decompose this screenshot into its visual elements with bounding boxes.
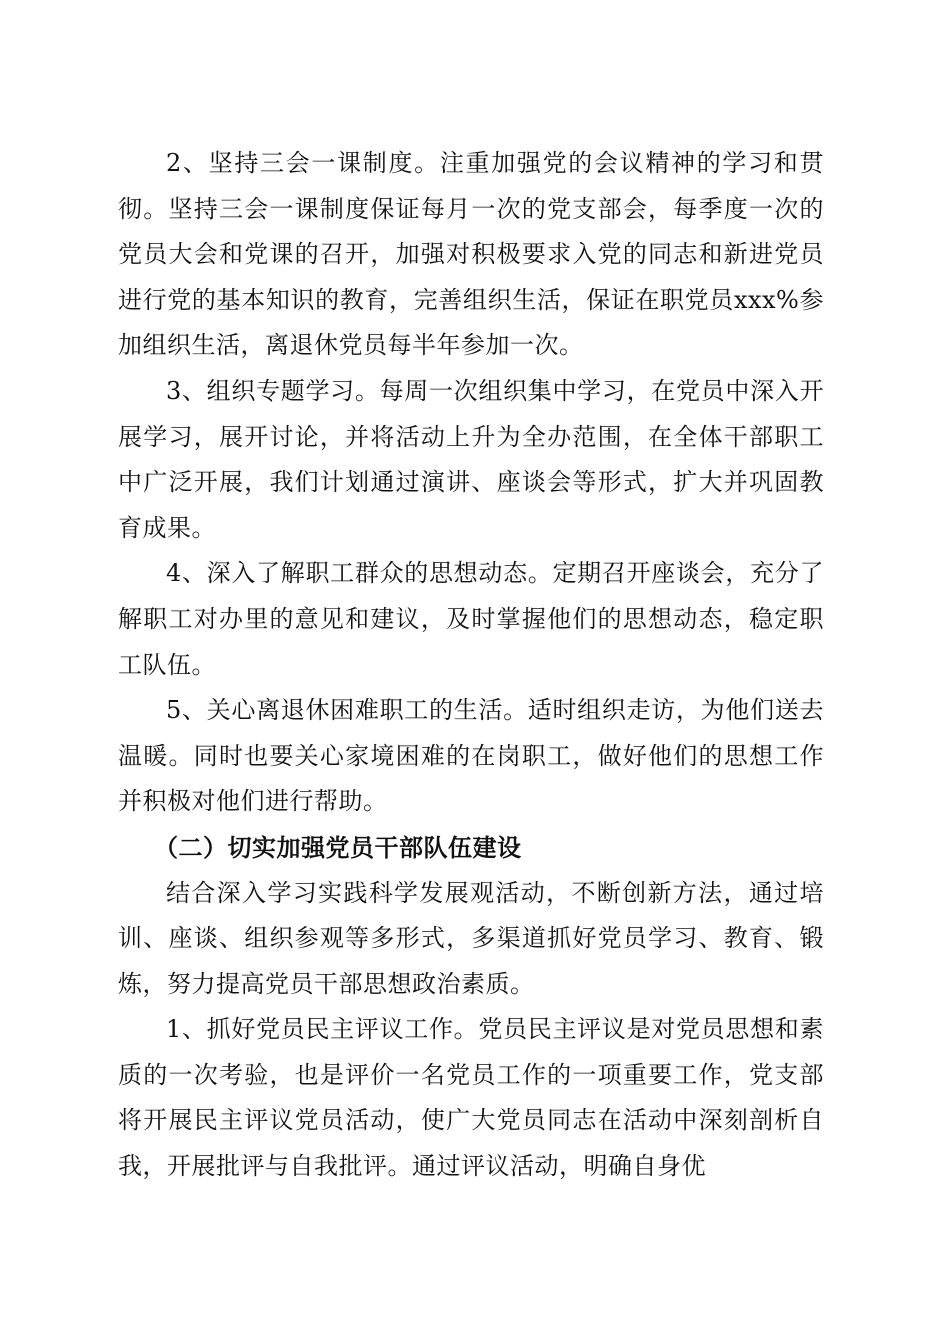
- document-body: [118, 141, 824, 1190]
- paragraph-retired-staff-care: 5、关心离退休困难职工的生活。适时组织走访，为他们送去温暖。同时也要关心家境困难的在岗职工，做好他们的思想工作并积极对他们进行帮助。: [118, 696, 824, 816]
- paragraph-section-intro: 结合深入学习实践科学发展观活动，不断创新方法，通过培训、座谈、组织参观等多形式，多渠道抓好党员学习、教育、锻炼，努力提高党员干部思想政治素质。: [118, 878, 824, 998]
- paragraph-staff-thoughts: 4、深入了解职工群众的思想动态。定期召开座谈会，充分了解职工对办里的意见和建议，及时掌握他们的思想动态，稳定职工队伍。: [118, 559, 824, 679]
- paragraph-three-meetings: 2、坚持三会一课制度。注重加强党的会议精神的学习和贯彻。坚持三会一课制度保证每月一次的党支部会，每季度一次的党员大会和党课的召开，加强对积极要求入党的同志和新进党员进行党的基本知识的教育，完善组织生活，保证在职党员xxx%参加组织生活，离退休党员每半年参加一次。: [118, 149, 824, 360]
- paragraph-special-study: 3、组织专题学习。每周一次组织集中学习，在党员中深入开展学习，展开讨论，并将活动上升为全办范围，在全体干部职工中广泛开展，我们计划通过演讲、座谈会等形式，扩大并巩固教育成果。: [118, 376, 824, 542]
- section-heading: （二）切实加强党员干部队伍建设: [154, 832, 522, 862]
- paragraph-democratic-review: 1、抓好党员民主评议工作。党员民主评议是对党员思想和素质的一次考验，也是评价一名党员工作的一项重要工作，党支部将开展民主评议党员活动，使广大党员同志在活动中深刻剖析自我，开展批评与自我批评。通过评议活动，明确自身优: [118, 1015, 824, 1181]
